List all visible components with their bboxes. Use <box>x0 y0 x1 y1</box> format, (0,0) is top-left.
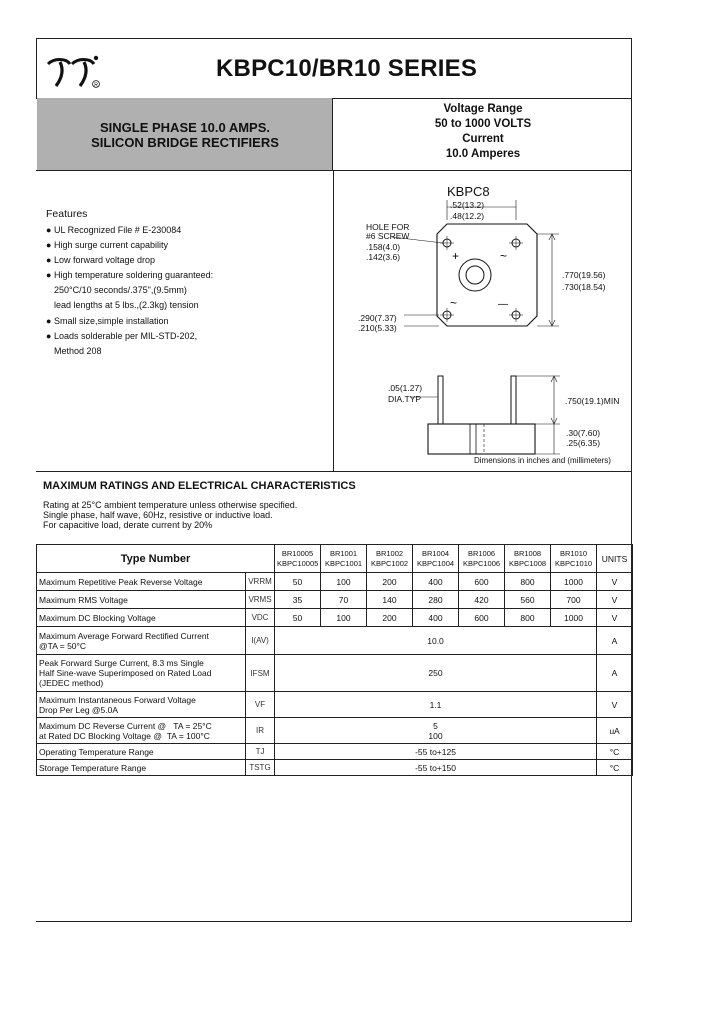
hole-label-1: HOLE FOR <box>366 222 410 232</box>
lead-dia-dim: .05(1.27) <box>388 383 423 393</box>
value-cell: 200 <box>367 573 413 591</box>
value-cell: -55 to+150 <box>275 760 597 776</box>
page-title: KBPC10/BR10 SERIES <box>216 55 478 82</box>
feature-item: ● High temperature soldering guaranteed: <box>46 270 214 280</box>
param-cell: Storage Temperature Range <box>37 760 246 776</box>
symbol-cell: IR <box>246 718 275 744</box>
unit-cell: A <box>597 655 633 692</box>
rating-note: Rating at 25°C ambient temperature unless otherwise specified. <box>43 500 298 510</box>
hole-label-2: #6 SCREW <box>366 231 410 241</box>
part-number-header: BR1006 KBPC1006 <box>459 545 505 573</box>
value-cell: 700 <box>551 591 597 609</box>
symbol-cell: IFSM <box>246 655 275 692</box>
part-number-header: BR1004 KBPC1004 <box>413 545 459 573</box>
symbol-cell: VF <box>246 692 275 718</box>
body-max-dim: .30(7.60) <box>566 428 601 438</box>
value-cell: 140 <box>367 591 413 609</box>
ratings-title: MAXIMUM RATINGS AND ELECTRICAL CHARACTERISTICS <box>43 480 356 492</box>
unit-cell: °C <box>597 760 633 776</box>
value-cell: 1.1 <box>275 692 597 718</box>
table-row <box>37 591 633 609</box>
ac-terminal-mark: ~ <box>450 296 458 310</box>
part-number-header: BR1008 KBPC1008 <box>505 545 551 573</box>
svg-text:R: R <box>94 82 98 89</box>
value-cell: 50 <box>275 609 321 627</box>
company-logo <box>44 48 104 96</box>
feature-item: ● High surge current capability <box>46 240 169 250</box>
part-number-header: BR1010 KBPC1010 <box>551 545 597 573</box>
dimension-note: Dimensions in inches and (millimeters) <box>474 456 611 465</box>
width-max-dim: .52(13.2) <box>450 200 485 210</box>
symbol-cell: TSTG <box>246 760 275 776</box>
unit-cell: A <box>597 627 633 655</box>
table-row <box>37 609 633 627</box>
param-cell: Maximum RMS Voltage <box>37 591 246 609</box>
symbol-cell: VRMS <box>246 591 275 609</box>
table-header-row <box>37 545 633 573</box>
value-cell: 280 <box>413 591 459 609</box>
ac-terminal-mark: ~ <box>500 249 508 263</box>
height-min-dim: .730(18.54) <box>562 282 606 292</box>
minus-terminal-mark: — <box>498 299 508 310</box>
feature-item: ● Small size,simple installation <box>46 316 169 326</box>
unit-cell: °C <box>597 744 633 760</box>
current-label: Current <box>462 133 504 145</box>
unit-cell: V <box>597 609 633 627</box>
table-row <box>37 573 633 591</box>
value-cell: 10.0 <box>275 627 597 655</box>
product-line-2: SILICON BRIDGE RECTIFIERS <box>91 135 279 150</box>
param-cell: Maximum DC Blocking Voltage <box>37 609 246 627</box>
feature-item-continued: lead lengths at 5 lbs.,(2.3kg) tension <box>54 300 199 310</box>
value-cell: 100 <box>321 609 367 627</box>
type-number-header: Type Number <box>37 545 275 573</box>
value-cell: 1000 <box>551 609 597 627</box>
rating-note: Single phase, half wave, 60Hz, resistive or inductive load. <box>43 510 273 520</box>
value-cell: 420 <box>459 591 505 609</box>
unit-cell: V <box>597 591 633 609</box>
feature-item: ● Low forward voltage drop <box>46 255 156 265</box>
value-cell: 800 <box>505 609 551 627</box>
top-rule <box>36 38 632 39</box>
value-cell: 100 <box>321 573 367 591</box>
ratings-table <box>36 544 633 776</box>
symbol-cell: VRRM <box>246 573 275 591</box>
value-cell: 800 <box>505 573 551 591</box>
value-cell: 250 <box>275 655 597 692</box>
unit-cell: uA <box>597 718 633 744</box>
pin-offset-min-dim: .210(5.33) <box>358 323 397 333</box>
hole-max-dim: .158(4.0) <box>366 242 401 252</box>
param-cell: Maximum Repetitive Peak Reverse Voltage <box>37 573 246 591</box>
symbol-cell: I(AV) <box>246 627 275 655</box>
body-min-dim: .25(6.35) <box>566 438 601 448</box>
part-number-header: BR1001 KBPC1001 <box>321 545 367 573</box>
unit-cell: V <box>597 692 633 718</box>
table-row <box>37 627 633 655</box>
current-value: 10.0 Amperes <box>445 148 521 160</box>
value-cell: 400 <box>413 609 459 627</box>
voltage-range-block <box>334 102 632 162</box>
left-rule <box>36 38 37 98</box>
param-cell: Maximum DC Reverse Current @ TA = 25°C at Rated DC Blocking Voltage @ TA = 100°C <box>37 718 246 744</box>
units-header: UNITS <box>597 545 633 573</box>
value-cell: 200 <box>367 609 413 627</box>
hole-min-dim: .142(3.6) <box>366 252 401 262</box>
value-cell: 560 <box>505 591 551 609</box>
table-row <box>37 692 633 718</box>
symbol-cell: VDC <box>246 609 275 627</box>
part-number-header: BR1002 KBPC1002 <box>367 545 413 573</box>
rating-note: For capacitive load, derate current by 20% <box>43 520 213 530</box>
value-cell: 600 <box>459 609 505 627</box>
ratings-divider <box>36 471 632 472</box>
pin-offset-max-dim: .290(7.37) <box>358 313 397 323</box>
value-cell: 70 <box>321 591 367 609</box>
value-cell: 5 100 <box>275 718 597 744</box>
param-cell: Peak Forward Surge Current, 8.3 ms Single Half Sine-wave Superimposed on Rated Load (JEDEC method) <box>37 655 246 692</box>
product-box <box>37 98 333 170</box>
feature-item-continued: Method 208 <box>54 346 102 356</box>
unit-cell: V <box>597 573 633 591</box>
param-cell: Operating Temperature Range <box>37 744 246 760</box>
voltage-range-label: Voltage Range <box>443 103 523 115</box>
feature-item: ● UL Recognized File # E-230084 <box>46 225 182 235</box>
voltage-range-value: 50 to 1000 VOLTS <box>434 118 532 130</box>
value-cell: -55 to+125 <box>275 744 597 760</box>
lead-dia-label: DIA.TYP <box>388 394 422 404</box>
symbol-cell: TJ <box>246 744 275 760</box>
value-cell: 600 <box>459 573 505 591</box>
table-row <box>37 655 633 692</box>
feature-item: ● Loads solderable per MIL-STD-202, <box>46 331 198 341</box>
param-cell: Maximum Average Forward Rectified Current @TA = 50°C <box>37 627 246 655</box>
value-cell: 1000 <box>551 573 597 591</box>
width-min-dim: .48(12.2) <box>450 211 485 221</box>
features-title: Features <box>46 208 88 220</box>
table-row <box>37 744 633 760</box>
product-line-1: SINGLE PHASE 10.0 AMPS. <box>99 120 270 135</box>
value-cell: 35 <box>275 591 321 609</box>
plus-terminal-mark: + <box>452 249 460 263</box>
feature-item-continued: 250°C/10 seconds/.375",(9.5mm) <box>54 285 187 295</box>
param-cell: Maximum Instantaneous Forward Voltage Drop Per Leg @5.0A <box>37 692 246 718</box>
height-max-dim: .770(19.56) <box>562 270 606 280</box>
table-row <box>37 760 633 776</box>
value-cell: 50 <box>275 573 321 591</box>
package-name: KBPC8 <box>447 184 490 199</box>
table-row <box>37 718 633 744</box>
part-number-header: BR10005 KBPC10005 <box>275 545 321 573</box>
lead-length-dim: .750(19.1)MIN <box>565 396 620 406</box>
value-cell: 400 <box>413 573 459 591</box>
